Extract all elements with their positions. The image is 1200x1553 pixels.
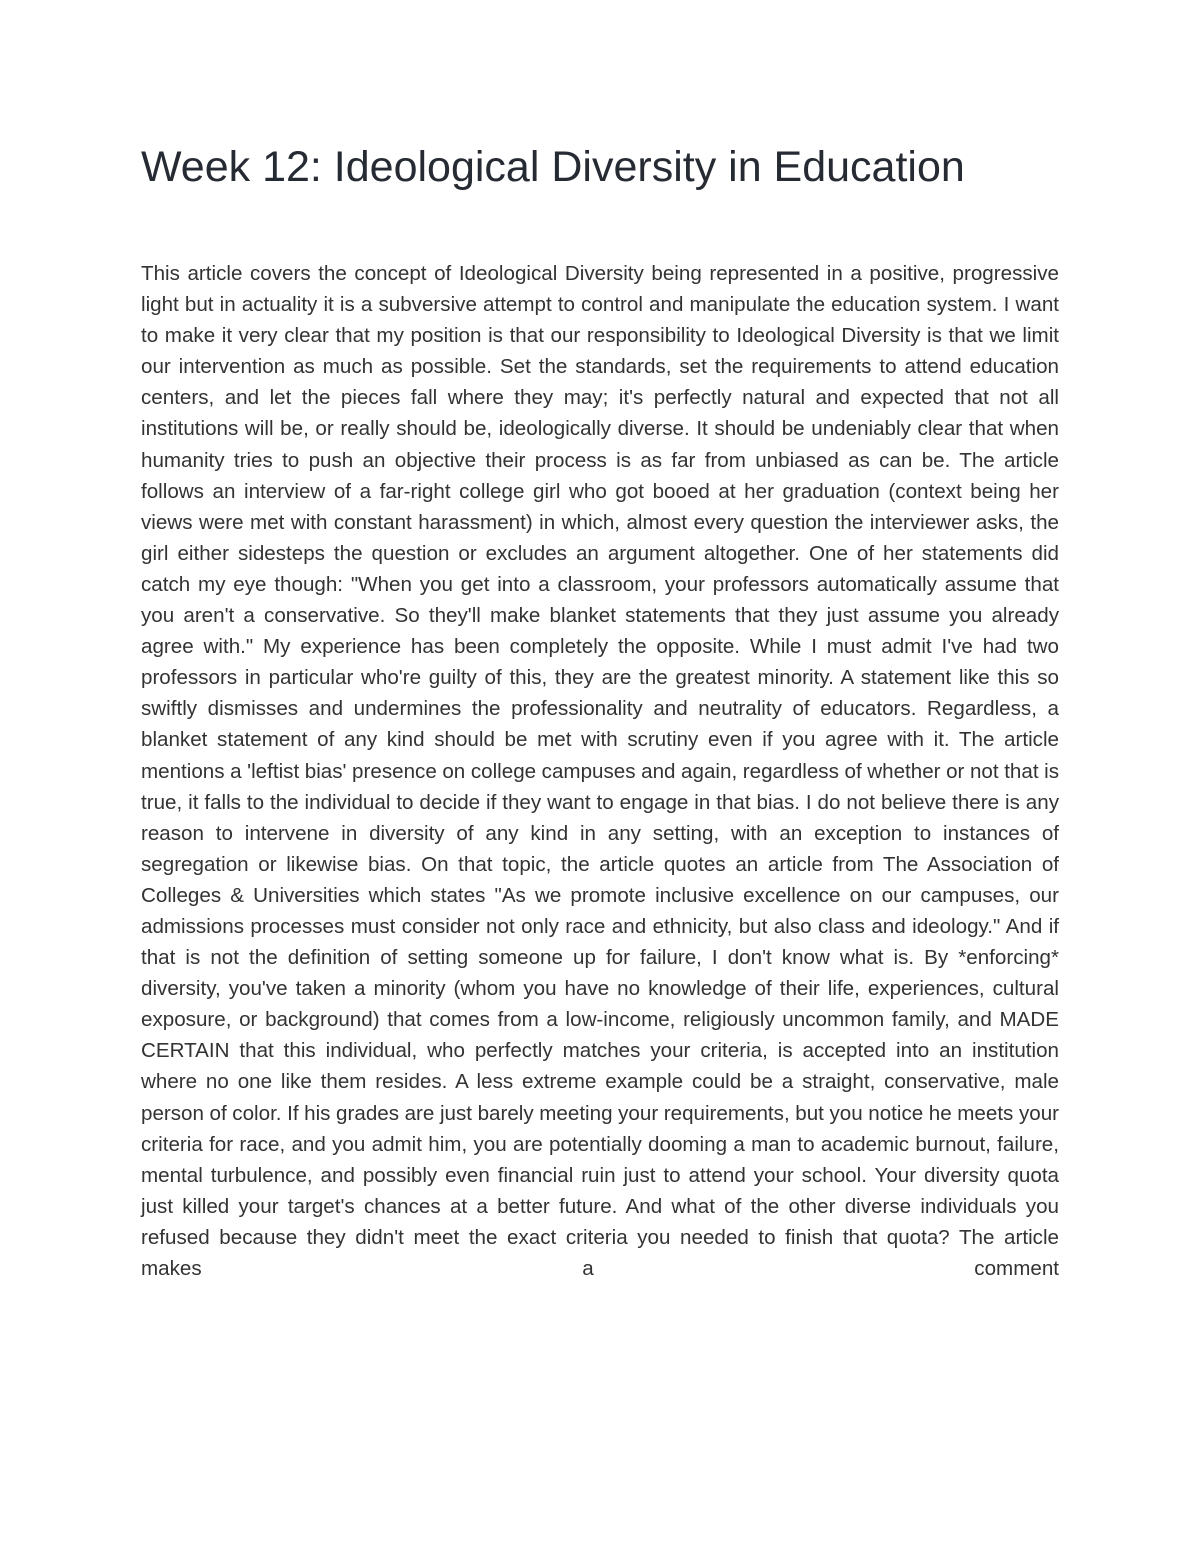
document-title: Week 12: Ideological Diversity in Education bbox=[141, 143, 965, 191]
document-body-paragraph: This article covers the concept of Ideological Diversity being represented in a positive, progressive light but in actuality it is a subversive attempt to control and manipulate the education system. I want to make it very clear that my position is that our responsibility to Ideological Diversity is that we limit our intervention as much as possible. Set the standards, set the requirements to attend education centers, and let the pieces fall where they may; it's perfectly natural and expected that not all institutions will be, or really should be, ideologically diverse. It should be undeniably clear that when humanity tries to push an objective their process is as far from unbiased as can be. The article follows an interview of a far-right college girl who got booed at her graduation (context being her views were met with constant harassment) in which, almost every question the interviewer asks, the girl either sidesteps the question or excludes an argument altogether. One of her statements did catch my eye though: "When you get into a classroom, your professors automatically assume that you aren't a conservative. So they'll make blanket statements that they just assume you already agree with." My experience has been completely the opposite. While I must admit I've had two professors in particular who're guilty of this, they are the greatest minority. A statement like this so swiftly dismisses and undermines the professionality and neutrality of educators. Regardless, a blanket statement of any kind should be met with scrutiny even if you agree with it. The article mentions a 'leftist bias' presence on college campuses and again, regardless of whether or not that is true, it falls to the individual to decide if they want to engage in that bias. I do not believe there is any reason to intervene in diversity of any kind in any setting, with an exception to instances of segregation or likewise bias. On that topic, the article quotes an article from The Association of Colleges & Universities which states "As we promote inclusive excellence on our campuses, our admissions processes must consider not only race and ethnicity, but also class and ideology." And if that is not the definition of setting someone up for failure, I don't know what is. By *enforcing* diversity, you've taken a minority (whom you have no knowledge of their life, experiences, cultural exposure, or background) that comes from a low-income, religiously uncommon family, and MADE CERTAIN that this individual, who perfectly matches your criteria, is accepted into an institution where no one like them resides. A less extreme example could be a straight, conservative, male person of color. If his grades are just barely meeting your requirements, but you notice he meets your criteria for race, and you admit him, you are potentially dooming a man to academic burnout, failure, mental turbulence, and possibly even financial ruin just to attend your school. Your diversity quota just killed your target's chances at a better future. And what of the other diverse individuals you refused because they didn't meet the exact criteria you needed to finish that quota? The article makes a comment bbox=[141, 262, 1059, 1280]
